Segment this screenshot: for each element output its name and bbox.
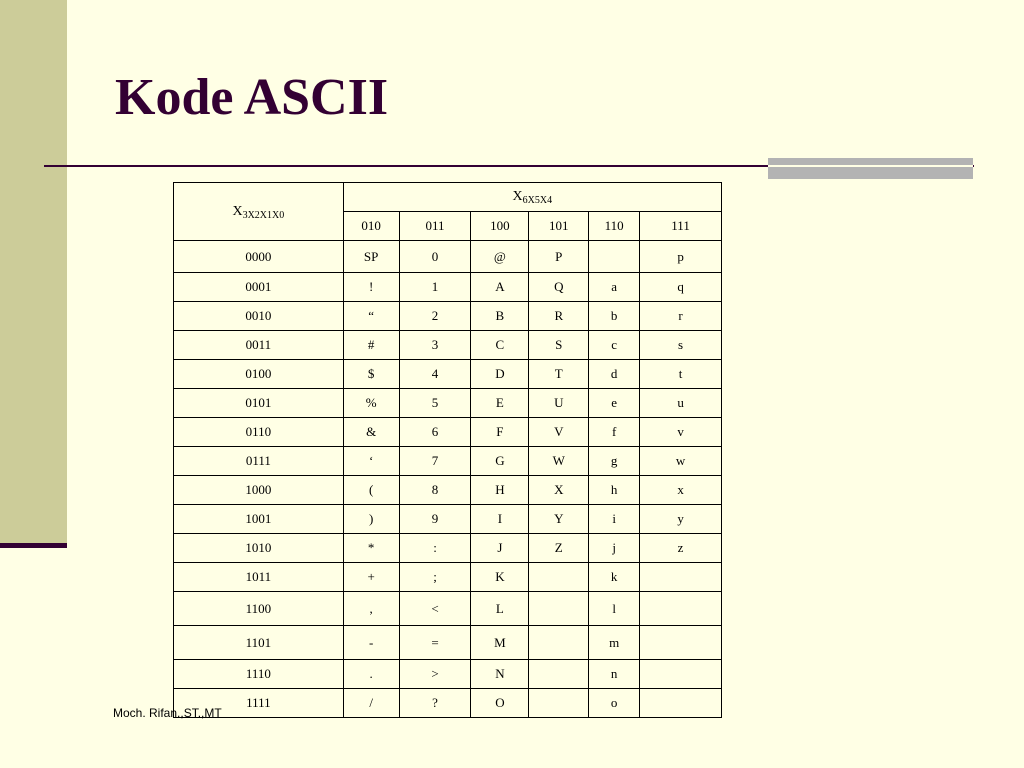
row-code-cell: 0101 bbox=[174, 389, 344, 418]
table-row bbox=[174, 302, 722, 331]
character-cell bbox=[589, 241, 640, 273]
character-cell: % bbox=[343, 389, 399, 418]
character-cell bbox=[640, 626, 722, 660]
row-code-cell: 0011 bbox=[174, 331, 344, 360]
column-code-header: 011 bbox=[399, 212, 471, 241]
table-row bbox=[174, 389, 722, 418]
ascii-table bbox=[173, 182, 722, 718]
character-cell: Y bbox=[529, 505, 589, 534]
character-cell: h bbox=[589, 476, 640, 505]
character-cell: & bbox=[343, 418, 399, 447]
row-code-cell: 1000 bbox=[174, 476, 344, 505]
slide-title: Kode ASCII bbox=[115, 69, 389, 126]
character-cell bbox=[640, 592, 722, 626]
character-cell bbox=[529, 592, 589, 626]
character-cell: t bbox=[640, 360, 722, 389]
character-cell: @ bbox=[471, 241, 529, 273]
character-cell: g bbox=[589, 447, 640, 476]
table-row bbox=[174, 241, 722, 273]
row-code-cell: 1011 bbox=[174, 563, 344, 592]
character-cell: H bbox=[471, 476, 529, 505]
character-cell: K bbox=[471, 563, 529, 592]
character-cell: > bbox=[399, 660, 471, 689]
character-cell: N bbox=[471, 660, 529, 689]
character-cell: C bbox=[471, 331, 529, 360]
character-cell: q bbox=[640, 273, 722, 302]
row-header-cell bbox=[174, 183, 344, 241]
table-row bbox=[174, 563, 722, 592]
character-cell: = bbox=[399, 626, 471, 660]
row-code-cell: 1110 bbox=[174, 660, 344, 689]
character-cell bbox=[640, 689, 722, 718]
row-header-main: X bbox=[232, 203, 243, 219]
character-cell: , bbox=[343, 592, 399, 626]
character-cell: ? bbox=[399, 689, 471, 718]
table-row bbox=[174, 660, 722, 689]
character-cell: T bbox=[529, 360, 589, 389]
row-code-cell: 1100 bbox=[174, 592, 344, 626]
row-header-sub: 3X2X1X0 bbox=[242, 209, 285, 221]
accent-block bbox=[768, 158, 973, 179]
character-cell: . bbox=[343, 660, 399, 689]
character-cell: 9 bbox=[399, 505, 471, 534]
character-cell: # bbox=[343, 331, 399, 360]
character-cell: b bbox=[589, 302, 640, 331]
character-cell: + bbox=[343, 563, 399, 592]
character-cell: P bbox=[529, 241, 589, 273]
character-cell: u bbox=[640, 389, 722, 418]
character-cell: i bbox=[589, 505, 640, 534]
column-code-header: 010 bbox=[343, 212, 399, 241]
character-cell: l bbox=[589, 592, 640, 626]
character-cell: 2 bbox=[399, 302, 471, 331]
table-body bbox=[174, 241, 722, 718]
character-cell: 0 bbox=[399, 241, 471, 273]
row-code-cell: 0010 bbox=[174, 302, 344, 331]
character-cell: E bbox=[471, 389, 529, 418]
table-row bbox=[174, 592, 722, 626]
character-cell: D bbox=[471, 360, 529, 389]
column-code-header: 100 bbox=[471, 212, 529, 241]
column-code-header: 111 bbox=[640, 212, 722, 241]
col-header-cell bbox=[343, 183, 721, 212]
character-cell bbox=[529, 563, 589, 592]
character-cell: 5 bbox=[399, 389, 471, 418]
character-cell: - bbox=[343, 626, 399, 660]
character-cell: “ bbox=[343, 302, 399, 331]
table-row bbox=[174, 505, 722, 534]
character-cell: 1 bbox=[399, 273, 471, 302]
row-code-cell: 1010 bbox=[174, 534, 344, 563]
row-code-cell: 0001 bbox=[174, 273, 344, 302]
character-cell: B bbox=[471, 302, 529, 331]
character-cell: y bbox=[640, 505, 722, 534]
character-cell: 8 bbox=[399, 476, 471, 505]
character-cell: ( bbox=[343, 476, 399, 505]
character-cell: x bbox=[640, 476, 722, 505]
character-cell: 7 bbox=[399, 447, 471, 476]
side-bar-rule bbox=[0, 543, 67, 548]
row-code-cell: 1101 bbox=[174, 626, 344, 660]
row-code-cell: 0100 bbox=[174, 360, 344, 389]
character-cell: L bbox=[471, 592, 529, 626]
character-cell: I bbox=[471, 505, 529, 534]
table-row bbox=[174, 331, 722, 360]
character-cell: Q bbox=[529, 273, 589, 302]
character-cell: j bbox=[589, 534, 640, 563]
table-row bbox=[174, 689, 722, 718]
character-cell: A bbox=[471, 273, 529, 302]
table-row bbox=[174, 626, 722, 660]
character-cell: p bbox=[640, 241, 722, 273]
column-code-header: 110 bbox=[589, 212, 640, 241]
character-cell: 6 bbox=[399, 418, 471, 447]
character-cell: k bbox=[589, 563, 640, 592]
character-cell: $ bbox=[343, 360, 399, 389]
col-header-sub: 6X5X4 bbox=[522, 195, 553, 206]
character-cell: V bbox=[529, 418, 589, 447]
character-cell bbox=[640, 563, 722, 592]
character-cell: F bbox=[471, 418, 529, 447]
side-bar bbox=[0, 0, 67, 546]
character-cell: ) bbox=[343, 505, 399, 534]
character-cell: W bbox=[529, 447, 589, 476]
character-cell: : bbox=[399, 534, 471, 563]
character-cell: Z bbox=[529, 534, 589, 563]
character-cell: w bbox=[640, 447, 722, 476]
character-cell: s bbox=[640, 331, 722, 360]
row-code-cell: 0000 bbox=[174, 241, 344, 273]
row-code-cell: 1111 bbox=[174, 689, 344, 718]
character-cell: ‘ bbox=[343, 447, 399, 476]
character-cell: < bbox=[399, 592, 471, 626]
character-cell: O bbox=[471, 689, 529, 718]
character-cell: ; bbox=[399, 563, 471, 592]
character-cell: J bbox=[471, 534, 529, 563]
character-cell: r bbox=[640, 302, 722, 331]
character-cell: m bbox=[589, 626, 640, 660]
character-cell: d bbox=[589, 360, 640, 389]
character-cell bbox=[529, 689, 589, 718]
character-cell: M bbox=[471, 626, 529, 660]
character-cell: / bbox=[343, 689, 399, 718]
character-cell: U bbox=[529, 389, 589, 418]
character-cell: * bbox=[343, 534, 399, 563]
row-code-cell: 0111 bbox=[174, 447, 344, 476]
table-row bbox=[174, 534, 722, 563]
footer-author: Moch. Rifan.,ST.,MT bbox=[113, 706, 222, 720]
column-code-header: 101 bbox=[529, 212, 589, 241]
table-row bbox=[174, 447, 722, 476]
table-row bbox=[174, 418, 722, 447]
character-cell: e bbox=[589, 389, 640, 418]
character-cell: z bbox=[640, 534, 722, 563]
col-header-main: X bbox=[512, 189, 523, 204]
row-code-cell: 0110 bbox=[174, 418, 344, 447]
character-cell: ! bbox=[343, 273, 399, 302]
character-cell: SP bbox=[343, 241, 399, 273]
character-cell bbox=[529, 626, 589, 660]
character-cell: R bbox=[529, 302, 589, 331]
table-row bbox=[174, 476, 722, 505]
character-cell bbox=[640, 660, 722, 689]
table-row bbox=[174, 273, 722, 302]
character-cell: S bbox=[529, 331, 589, 360]
character-cell: n bbox=[589, 660, 640, 689]
character-cell: a bbox=[589, 273, 640, 302]
character-cell: 3 bbox=[399, 331, 471, 360]
character-cell bbox=[529, 660, 589, 689]
character-cell: v bbox=[640, 418, 722, 447]
character-cell: o bbox=[589, 689, 640, 718]
character-cell: G bbox=[471, 447, 529, 476]
row-code-cell: 1001 bbox=[174, 505, 344, 534]
character-cell: c bbox=[589, 331, 640, 360]
character-cell: 4 bbox=[399, 360, 471, 389]
character-cell: f bbox=[589, 418, 640, 447]
table-header-row bbox=[174, 183, 722, 212]
table-row bbox=[174, 360, 722, 389]
character-cell: X bbox=[529, 476, 589, 505]
